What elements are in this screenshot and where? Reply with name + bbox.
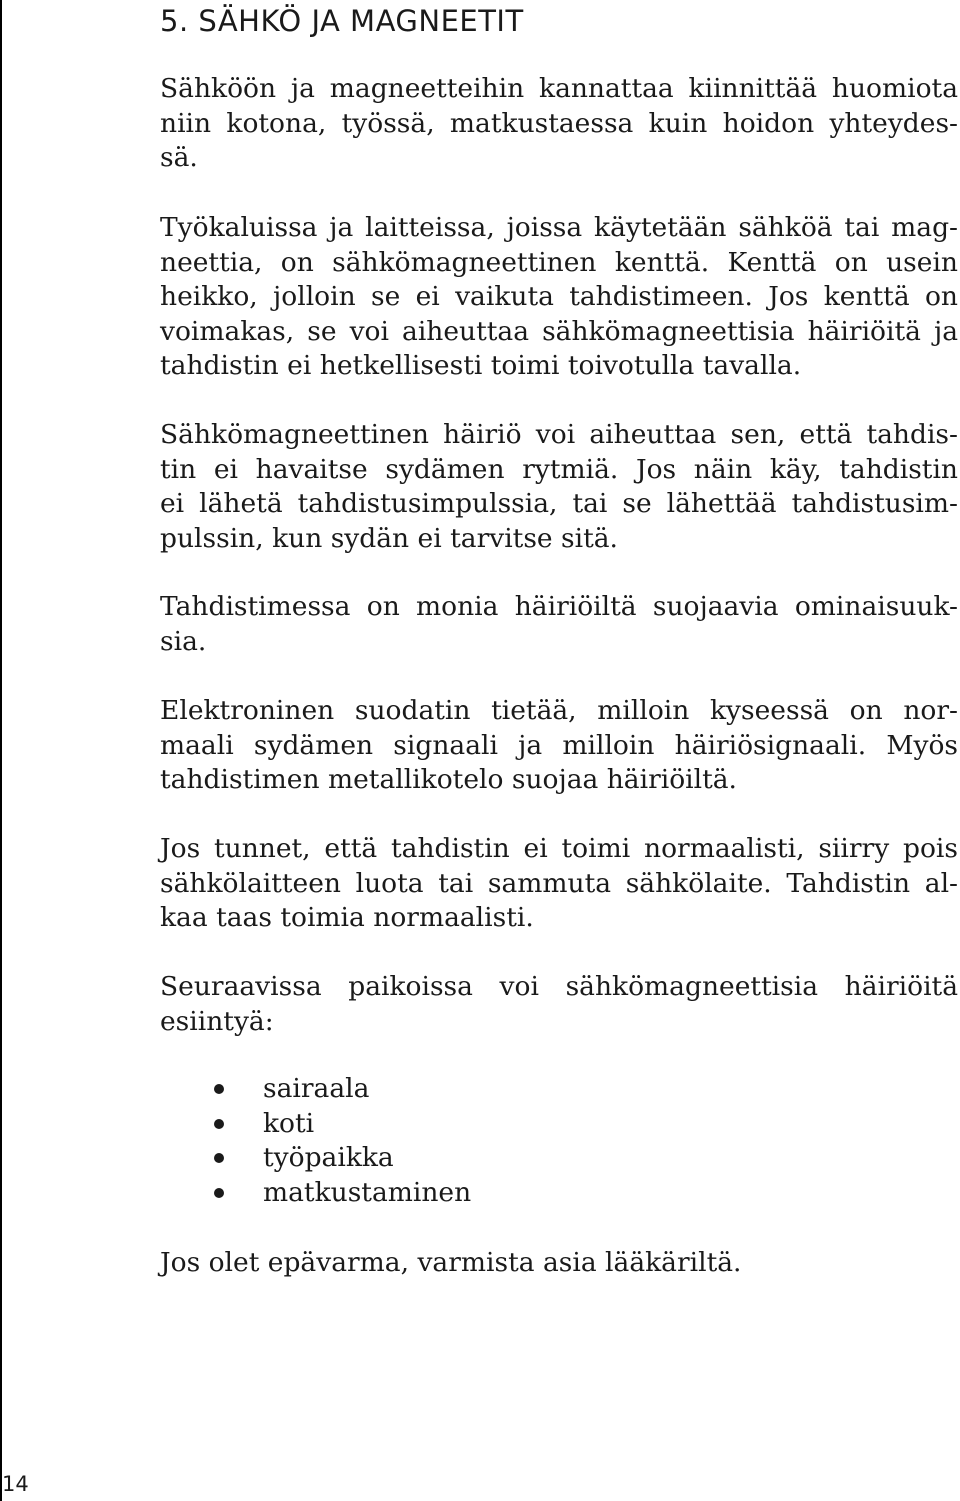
list-item — [214, 1141, 471, 1176]
paragraph-intro — [160, 72, 958, 176]
list-item — [214, 1072, 471, 1107]
text-line: maali sydämen signaali ja milloin häiriösignaali. Myös — [160, 729, 958, 761]
text-line: neettia, on sähkömagneettinen kenttä. Kenttä on usein — [160, 246, 958, 278]
text-line: sähkölaitteen luota tai sammuta sähkölaite. Tahdistin al- — [160, 867, 958, 899]
text-line: Jos olet epävarma, varmista asia lääkäriltä. — [160, 1247, 742, 1278]
text-line: Jos tunnet, että tahdistin ei toimi normaalisti, siirry pois — [160, 833, 958, 864]
places-list — [214, 1072, 471, 1210]
paragraph-interference — [160, 418, 958, 556]
list-item-label: työpaikka — [263, 1142, 394, 1173]
paragraph-filter — [160, 694, 958, 798]
text-line: pulssin, kun sydän ei tarvitse sitä. — [160, 522, 618, 554]
paragraph-closing — [160, 1246, 958, 1281]
list-item — [214, 1176, 471, 1211]
text-line: heikko, jolloin se ei vaikuta tahdistimeen. Jos kenttä on — [160, 281, 958, 312]
bullet-icon — [214, 1119, 224, 1129]
text-line: esiintyä: — [160, 1005, 274, 1037]
page-margin-rule — [0, 0, 2, 1501]
text-line: Tahdistimessa on monia häiriöiltä suojaavia ominaisuuk- — [160, 591, 958, 622]
text-line: Sähkömagneettinen häiriö voi aiheuttaa sen, että tahdis- — [160, 419, 958, 450]
text-line: kaa taas toimia normaalisti. — [160, 902, 534, 933]
text-line: niin kotona, työssä, matkustaessa kuin hoidon yhteydes- — [160, 107, 958, 139]
text-line: tin ei havaitse sydämen rytmiä. Jos näin käy, tahdistin — [160, 453, 958, 485]
text-line: Seuraavissa paikoissa voi sähkömagneettisia häiriöitä — [160, 971, 958, 1002]
text-line: sä. — [160, 142, 198, 173]
text-line: sia. — [160, 625, 207, 657]
text-line: Työkaluissa ja laitteissa, joissa käytetään sähköä tai mag- — [160, 212, 958, 243]
bullet-icon — [214, 1084, 224, 1094]
page-number: 14 — [2, 1472, 29, 1496]
paragraph-protection — [160, 590, 958, 659]
paragraph-tools — [160, 211, 958, 384]
text-line: tahdistin ei hetkellisesti toimi toivotulla tavalla. — [160, 350, 802, 381]
text-line: ei lähetä tahdistusimpulssia, tai se lähettää tahdistusim- — [160, 488, 958, 519]
text-line: Elektroninen suodatin tietää, milloin kyseessä on nor- — [160, 695, 958, 726]
list-item-label: sairaala — [263, 1073, 370, 1104]
text-line: tahdistimen metallikotelo suojaa häiriöiltä. — [160, 764, 737, 795]
text-line: Sähköön ja magneetteihin kannattaa kiinnittää huomiota — [160, 73, 958, 104]
paragraph-places — [160, 970, 958, 1039]
list-item — [214, 1107, 471, 1142]
text-line: voimakas, se voi aiheuttaa sähkömagneettisia häiriöitä ja — [160, 315, 958, 347]
list-item-label: matkustaminen — [263, 1176, 472, 1208]
bullet-icon — [214, 1188, 224, 1198]
bullet-icon — [214, 1153, 224, 1163]
paragraph-advice — [160, 832, 958, 936]
section-heading: 5. SÄHKÖ JA MAGNEETIT — [160, 4, 524, 38]
list-item-label: koti — [263, 1107, 315, 1139]
